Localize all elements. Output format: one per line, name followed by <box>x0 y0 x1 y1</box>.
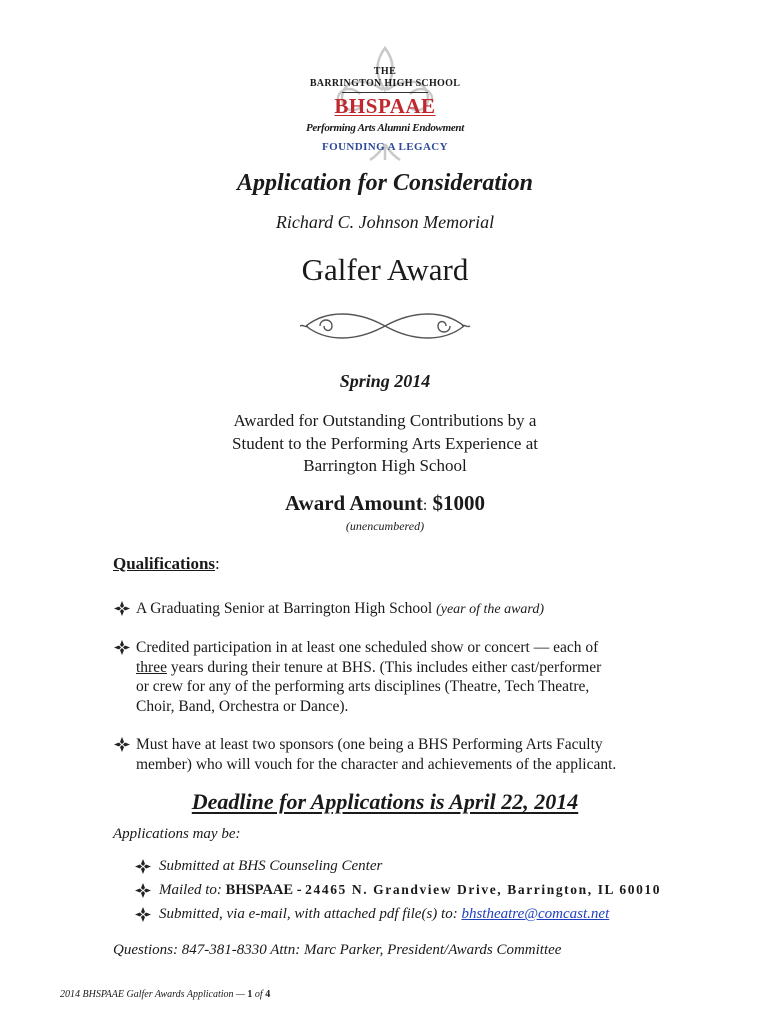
list-item-text <box>136 599 673 620</box>
qualification-line: member) who will vouch for the character and achievements of the applicant. <box>136 755 617 773</box>
list-item-text <box>136 735 673 774</box>
award-description <box>0 410 770 478</box>
diamond-bullet-icon <box>113 638 131 657</box>
award-description-line: Barrington High School <box>303 456 467 475</box>
list-item <box>113 599 673 620</box>
deadline-heading <box>0 789 770 815</box>
page-title: Application for Consideration <box>236 170 534 196</box>
underlined-three: three <box>136 658 167 676</box>
qualification-note: (year of the award) <box>436 602 545 617</box>
email-link[interactable]: bhstheatre@comcast.net <box>461 906 610 922</box>
award-amount-label: Award Amount <box>284 491 423 515</box>
mail-recipient: BHSPAAE - <box>225 882 306 898</box>
list-item <box>113 735 673 774</box>
qualifications-heading-colon: : <box>215 554 220 573</box>
list-item <box>134 880 734 900</box>
diamond-bullet-icon <box>134 905 152 924</box>
award-amount-value: $1000 <box>432 491 486 515</box>
list-item <box>134 904 734 924</box>
diamond-bullet-icon <box>134 881 152 900</box>
submission-option <box>159 882 661 898</box>
mail-prefix: Mailed to: <box>159 882 226 898</box>
page-number: 1 <box>247 989 253 1000</box>
qualification-line: Choir, Band, Orchestra or Dance). <box>136 697 349 715</box>
list-item-text <box>136 638 673 716</box>
award-description-line: Student to the Performing Arts Experience at <box>232 433 538 453</box>
page-footer <box>60 989 270 1000</box>
memorial-subtitle: Richard C. Johnson Memorial <box>275 212 495 232</box>
qualification-line: or crew for any of the performing arts disciplines (Theatre, Tech Theatre, <box>136 678 590 695</box>
logo-tagline: FOUNDING A LEGACY <box>322 141 448 153</box>
flourish-divider-icon <box>296 306 474 346</box>
logo-school-name: BARRINGTON HIGH SCHOOL <box>309 78 461 89</box>
logo-endowment: Performing Arts Alumni Endowment <box>306 122 464 134</box>
qualification-line: Credited participation in at least one scheduled show or concert — each of <box>136 639 599 656</box>
qualification-line: Must have at least two sponsors (one being a BHS Performing Arts Faculty <box>136 736 603 753</box>
list-item <box>113 638 673 716</box>
qualifications-heading <box>113 554 220 574</box>
submission-intro: Applications may be: <box>113 826 241 842</box>
footer-text: 2014 BHSPAAE Galfer Awards Application — <box>60 989 248 1000</box>
submission-option <box>159 906 609 922</box>
email-prefix: Submitted, via e-mail, with attached pdf file(s) to: <box>159 906 462 922</box>
award-amount-note: (unencumbered) <box>345 519 425 533</box>
questions-contact: Questions: 847-381-8330 Attn: Marc Parker, President/Awards Committee <box>113 942 562 958</box>
logo-divider <box>342 92 428 93</box>
list-item <box>134 856 734 876</box>
logo-org-name: BHSPAAE <box>334 94 436 118</box>
diamond-bullet-icon <box>113 599 131 618</box>
season: Spring 2014 <box>339 371 431 391</box>
qualification-line: years during their tenure at BHS. (This includes either cast/performer <box>166 658 602 676</box>
diamond-bullet-icon <box>134 857 152 876</box>
page-total: 4 <box>265 989 271 1000</box>
logo-the: THE <box>373 66 397 77</box>
submission-option: Submitted at BHS Counseling Center <box>159 858 383 874</box>
award-name: Galfer Award <box>301 252 469 287</box>
qualifications-heading-text: Qualifications <box>113 554 216 573</box>
logo <box>280 44 490 164</box>
qualification-text: A Graduating Senior at Barrington High School <box>136 600 433 617</box>
footer-of: of <box>252 989 266 1000</box>
deadline-text: Deadline for Applications is April 22, 2014 <box>191 789 579 814</box>
award-amount-separator: : <box>422 497 428 514</box>
award-description-line: Awarded for Outstanding Contributions by a <box>233 411 537 430</box>
diamond-bullet-icon <box>113 735 131 754</box>
mailing-address: 24465 N. Grandview Drive, Barrington, IL 60010 <box>305 882 662 897</box>
award-amount <box>0 491 770 516</box>
